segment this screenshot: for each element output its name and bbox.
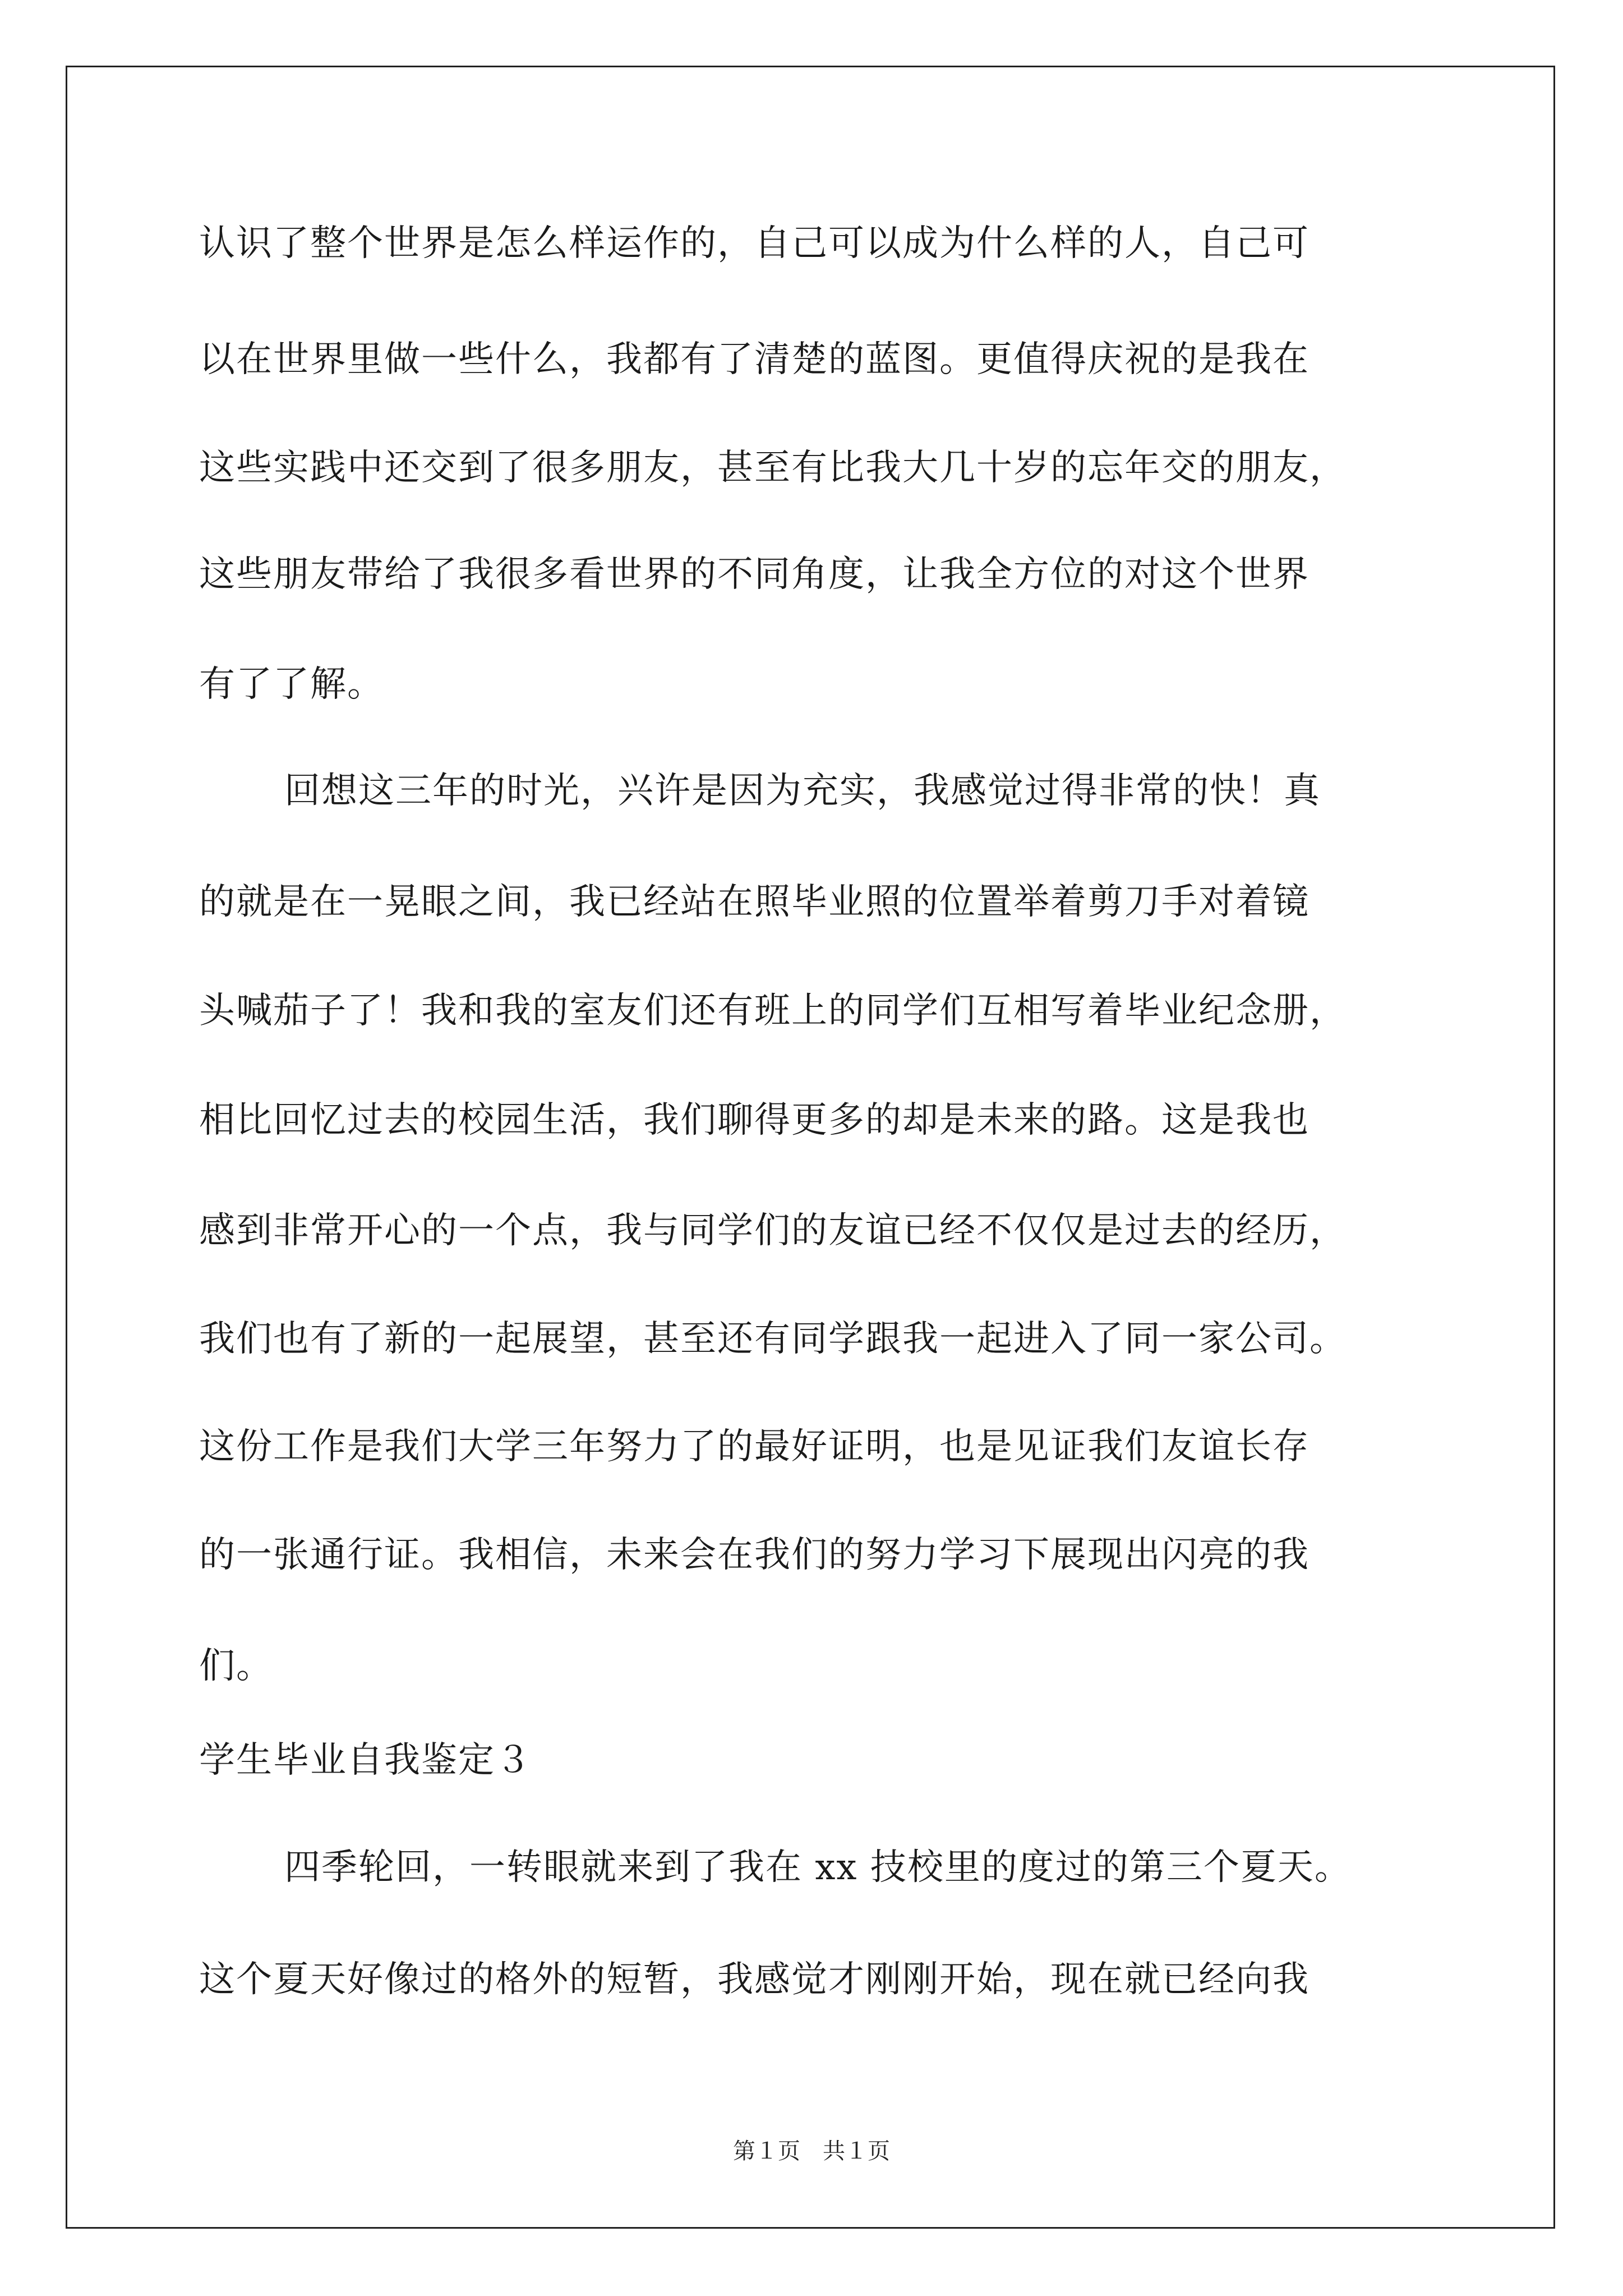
paragraph-1-line-2: 以在世界里做一些什么，我都有了清楚的蓝图。更值得庆祝的是我在: [199, 339, 1310, 380]
paragraph-2-line-4: 相比回忆过去的校园生活，我们聊得更多的却是未来的路。这是我也: [199, 1099, 1310, 1141]
paragraph-2-line-1: 回想这三年的时光，兴许是因为充实，我感觉过得非常的快！真: [284, 770, 1321, 812]
page-number-footer: 第１页 共１页: [733, 2138, 890, 2164]
paragraph-3-line-1: 四季轮回，一转眼就来到了我在 xx 技校里的度过的第三个夏天。: [284, 1847, 1352, 1888]
paragraph-3-line-2: 这个夏天好像过的格外的短暂，我感觉才刚刚开始，现在就已经向我: [199, 1959, 1310, 2000]
paragraph-2-line-3: 头喊茄子了！我和我的室友们还有班上的同学们互相写着毕业纪念册，: [199, 990, 1347, 1032]
paragraph-2-line-8: 的一张通行证。我相信，未来会在我们的努力学习下展现出闪亮的我: [199, 1534, 1310, 1576]
paragraph-1-line-3: 这些实践中还交到了很多朋友，甚至有比我大几十岁的忘年交的朋友，: [199, 447, 1347, 489]
page-border: [66, 66, 1555, 2229]
paragraph-2-line-9: 们。: [199, 1645, 273, 1687]
paragraph-2-line-7: 这份工作是我们大学三年努力了的最好证明，也是见证我们友谊长存: [199, 1426, 1310, 1467]
paragraph-1-line-5: 有了了解。: [199, 664, 384, 705]
paragraph-2-line-6: 我们也有了新的一起展望，甚至还有同学跟我一起进入了同一家公司。: [199, 1318, 1347, 1360]
section-heading: 学生毕业自我鉴定３: [199, 1740, 532, 1781]
paragraph-1-line-1: 认识了整个世界是怎么样运作的，自己可以成为什么样的人，自己可: [199, 223, 1310, 264]
paragraph-2-line-2: 的就是在一晃眼之间，我已经站在照毕业照的位置举着剪刀手对着镜: [199, 881, 1310, 923]
paragraph-1-line-4: 这些朋友带给了我很多看世界的不同角度，让我全方位的对这个世界: [199, 554, 1310, 595]
paragraph-2-line-5: 感到非常开心的一个点，我与同学们的友谊已经不仅仅是过去的经历，: [199, 1210, 1347, 1251]
